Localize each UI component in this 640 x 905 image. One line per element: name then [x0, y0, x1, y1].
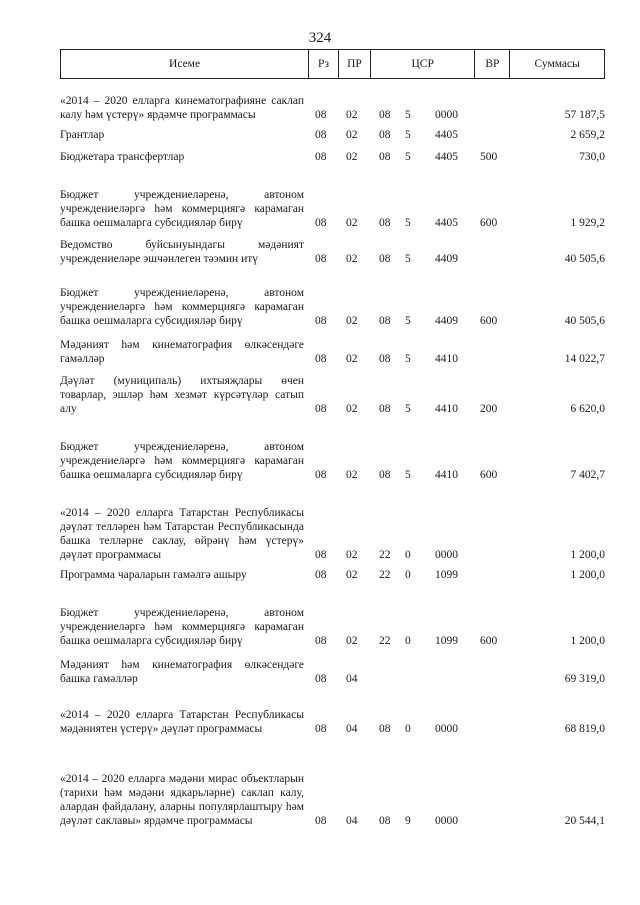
row-program: 08: [379, 353, 391, 365]
row-name: Бюджет учреждениеләренә, автоном учреждениеләргә һәм коммерциягә карамаган башка оешмаларга субсидияләр бирү: [60, 287, 304, 327]
row-sum: 1 200,0: [570, 549, 605, 561]
row-rz: 08: [315, 549, 327, 561]
row-code: 0000: [435, 549, 458, 561]
row-code: 1099: [435, 569, 458, 581]
row-pr: 02: [346, 353, 358, 365]
table-row: [60, 592, 605, 648]
row-code: 4409: [435, 253, 458, 265]
row-rz: 08: [315, 403, 327, 415]
row-name: Грантлар: [60, 129, 105, 141]
table-row: [60, 150, 605, 164]
row-program: 08: [379, 109, 391, 121]
row-program: 08: [379, 315, 391, 327]
row-subprogram: 5: [405, 403, 411, 415]
row-rz: 08: [315, 723, 327, 735]
table-header: [60, 49, 605, 79]
table-row: [60, 128, 605, 142]
table-row: [60, 694, 605, 736]
row-sum: 20 544,1: [564, 815, 605, 827]
row-pr: 02: [346, 469, 358, 481]
table-row: [60, 492, 605, 562]
row-code: 4405: [435, 217, 458, 229]
row-sum: 2 659,2: [570, 129, 605, 141]
row-code: 1099: [435, 635, 458, 647]
row-subprogram: 9: [405, 815, 411, 827]
row-code: 4405: [435, 151, 458, 163]
header-pr: ПР: [338, 50, 370, 78]
row-program: 08: [379, 815, 391, 827]
row-pr: 02: [346, 151, 358, 163]
row-code: 0000: [435, 815, 458, 827]
row-program: 22: [379, 635, 391, 647]
row-program: 08: [379, 469, 391, 481]
row-pr: 02: [346, 315, 358, 327]
row-rz: 08: [315, 353, 327, 365]
row-pr: 02: [346, 253, 358, 265]
row-rz: 08: [315, 673, 327, 685]
row-name: Мәдәният һәм кинематография өлкәсендәге гамәлләр: [60, 339, 304, 365]
header-csr: ЦСР: [370, 50, 475, 78]
row-subprogram: 5: [405, 151, 411, 163]
row-subprogram: 0: [405, 723, 411, 735]
row-sum: 730,0: [579, 151, 605, 163]
row-vr: 600: [480, 635, 498, 647]
row-name: Ведомство буйсынуындагы мәдәният учреждениеләре эшчәнлеген тәэмин итү: [60, 239, 304, 265]
row-pr: 02: [346, 403, 358, 415]
row-sum: 69 319,0: [564, 673, 605, 685]
row-code: 4410: [435, 469, 458, 481]
row-sum: 6 620,0: [570, 403, 605, 415]
row-rz: 08: [315, 315, 327, 327]
row-vr: 600: [480, 315, 498, 327]
row-vr: 500: [480, 151, 498, 163]
row-name: Дәүләт (муниципаль) ихтыяҗлары өчен товарлар, эшләр һәм хезмәт күрсәтүләр сатып алу: [60, 375, 304, 415]
row-sum: 1 929,2: [570, 217, 605, 229]
row-subprogram: 5: [405, 217, 411, 229]
row-rz: 08: [315, 569, 327, 581]
row-pr: 04: [346, 815, 358, 827]
row-program: 22: [379, 569, 391, 581]
row-vr: 600: [480, 469, 498, 481]
row-pr: 02: [346, 109, 358, 121]
row-code: 0000: [435, 723, 458, 735]
row-program: 08: [379, 253, 391, 265]
row-subprogram: 5: [405, 469, 411, 481]
row-rz: 08: [315, 815, 327, 827]
table-row: [60, 658, 605, 686]
row-pr: 02: [346, 569, 358, 581]
row-subprogram: 5: [405, 315, 411, 327]
row-name: Бюджетара трансфертлар: [60, 151, 185, 163]
row-code: 4410: [435, 403, 458, 415]
row-name: «2014 – 2020 елларга Татарстан Республикасы дәүләт телләрен һәм Татарстан Республикасында башка телләрне саклау, өйрәнү һәм үстерү» дәүләт программасы: [60, 507, 304, 561]
row-pr: 02: [346, 217, 358, 229]
row-name: «2014 – 2020 елларга кинематографияне саклап калу һәм үстерү» ярдәмче программасы: [60, 95, 304, 121]
row-program: 22: [379, 549, 391, 561]
table-row: [60, 374, 605, 416]
row-rz: 08: [315, 129, 327, 141]
row-code: 0000: [435, 109, 458, 121]
table-row: [60, 238, 605, 266]
row-sum: 40 505,6: [564, 315, 605, 327]
row-sum: 1 200,0: [570, 569, 605, 581]
row-name: «2014 – 2020 елларга Татарстан Республикасы мәдәниятен үстерү» дәүләт программасы: [60, 709, 304, 735]
table-row: [60, 426, 605, 482]
row-name: Бюджет учреждениеләренә, автоном учреждениеләргә һәм коммерциягә карамаган башка оешмаларга субсидияләр бирү: [60, 441, 304, 481]
row-subprogram: 5: [405, 353, 411, 365]
row-name: Бюджет учреждениеләренә, автоном учреждениеләргә һәм коммерциягә карамаган башка оешмаларга субсидияләр бирү: [60, 607, 304, 647]
row-name: Мәдәният һәм кинематография өлкәсендәге башка гамәлләр: [60, 659, 304, 685]
table-row: [60, 568, 605, 582]
row-vr: 600: [480, 217, 498, 229]
row-pr: 02: [346, 129, 358, 141]
row-sum: 68 819,0: [564, 723, 605, 735]
row-code: 4410: [435, 353, 458, 365]
row-sum: 1 200,0: [570, 635, 605, 647]
row-name: «2014 – 2020 елларга мәдәни мирас объектларын (тарихи һәм мәдәни ядкарьләрне) саклап калу, алардан файдалану, аларны популярлаштыру һәм дәүләт саклавы» ярдәмче программасы: [60, 773, 304, 827]
row-rz: 08: [315, 151, 327, 163]
row-sum: 7 402,7: [570, 469, 605, 481]
row-sum: 14 022,7: [564, 353, 605, 365]
header-rz: Рз: [308, 50, 338, 78]
table-row: [60, 80, 605, 122]
row-program: 08: [379, 217, 391, 229]
row-rz: 08: [315, 217, 327, 229]
row-code: 4405: [435, 129, 458, 141]
row-name: Программа чараларын гамәлгә ашыру: [60, 569, 247, 581]
row-sum: 57 187,5: [564, 109, 605, 121]
row-pr: 02: [346, 549, 358, 561]
row-subprogram: 5: [405, 253, 411, 265]
row-rz: 08: [315, 635, 327, 647]
row-sum: 40 505,6: [564, 253, 605, 265]
table-row: [60, 338, 605, 366]
row-rz: 08: [315, 109, 327, 121]
row-pr: 02: [346, 635, 358, 647]
header-vr: ВР: [474, 50, 509, 78]
row-name: Бюджет учреждениеләренә, автоном учреждениеләргә һәм коммерциягә карамаган башка оешмаларга субсидияләр бирү: [60, 189, 304, 229]
row-program: 08: [379, 723, 391, 735]
row-vr: 200: [480, 403, 498, 415]
row-pr: 04: [346, 723, 358, 735]
row-subprogram: 0: [405, 569, 411, 581]
row-pr: 04: [346, 673, 358, 685]
header-name: Исеме: [169, 58, 201, 70]
table-row: [60, 272, 605, 328]
row-program: 08: [379, 151, 391, 163]
row-subprogram: 0: [405, 635, 411, 647]
page-number: 324: [308, 30, 332, 46]
row-subprogram: 5: [405, 129, 411, 141]
header-sum: Суммасы: [509, 50, 604, 78]
row-rz: 08: [315, 469, 327, 481]
row-rz: 08: [315, 253, 327, 265]
row-program: 08: [379, 129, 391, 141]
row-program: 08: [379, 403, 391, 415]
table-row: [60, 174, 605, 230]
row-code: 4409: [435, 315, 458, 327]
row-subprogram: 5: [405, 109, 411, 121]
row-subprogram: 0: [405, 549, 411, 561]
table-row: [60, 744, 605, 828]
